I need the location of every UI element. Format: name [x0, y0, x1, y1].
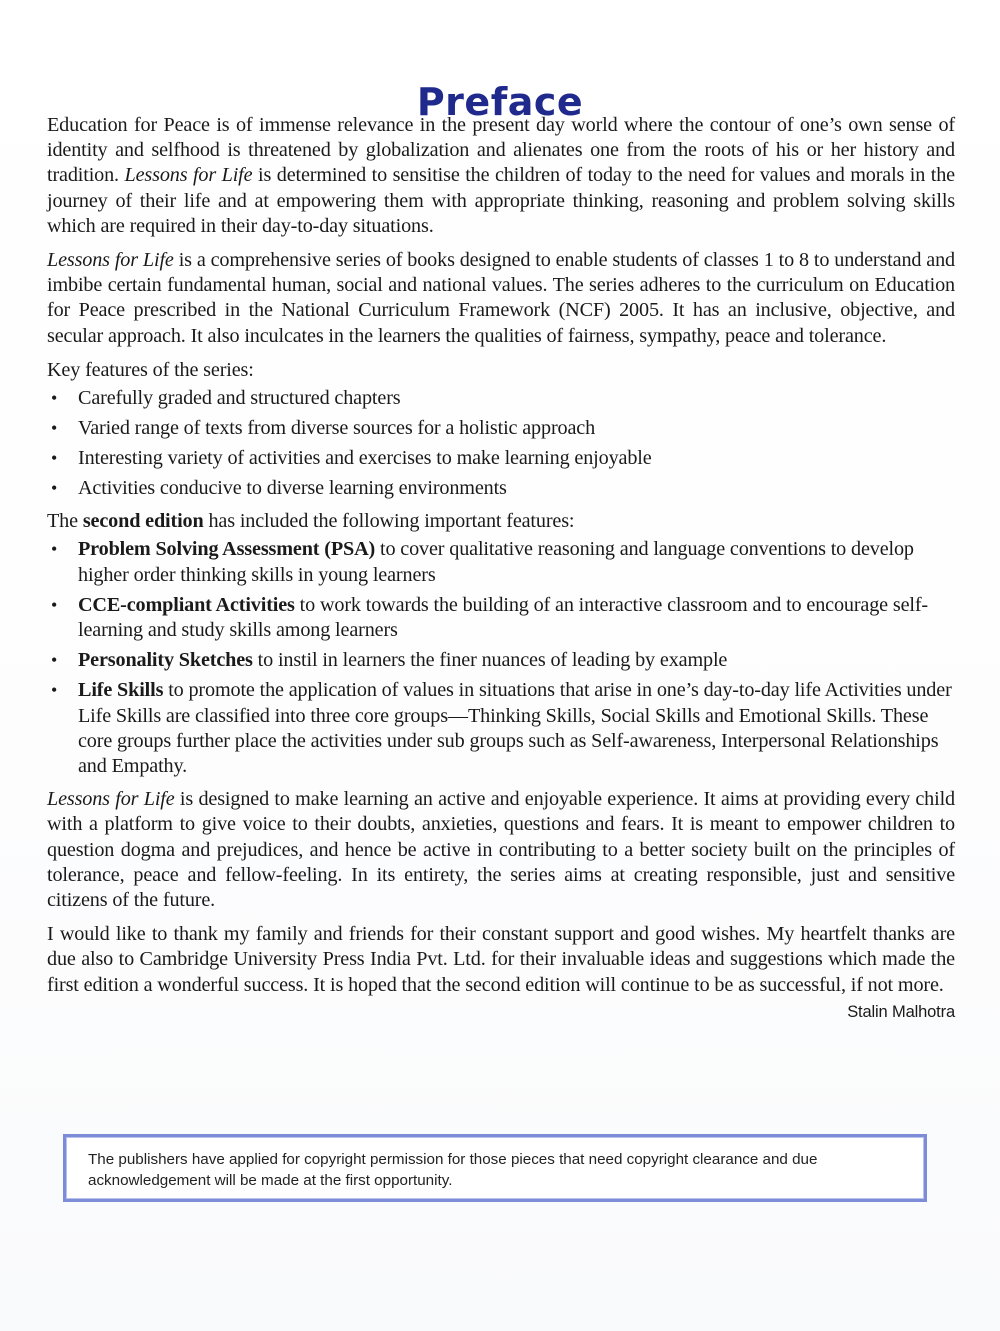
bullet-icon: • — [51, 539, 58, 560]
aims-paragraph — [47, 787, 955, 913]
copyright-notice-text: The publishers have applied for copyright permission for those pieces that need copyright clearance and due acknowledgement will be made at the first opportunity. — [88, 1151, 818, 1189]
series-paragraph — [47, 248, 955, 349]
feature-title: Personality Sketches — [78, 649, 253, 672]
intro-paragraph — [47, 113, 955, 239]
intro-text-a: Education for Peace is of immense relevance in the present day world where the contour of one’s own sense of identity and selfhood is threatened by globalization and alienates one from the roots of his or her history and tradition. — [47, 114, 955, 187]
key-features-list — [47, 386, 955, 501]
page-title: Preface — [416, 80, 584, 125]
list-item — [47, 537, 955, 587]
list-item — [47, 446, 955, 471]
list-item-text: Varied range of texts from diverse sources for a holistic approach — [78, 417, 596, 440]
copyright-notice-box — [63, 1134, 927, 1202]
bullet-icon: • — [51, 594, 58, 615]
bullet-icon: • — [51, 650, 58, 671]
preface-body — [47, 113, 955, 1025]
feature-title: Problem Solving Assessment (PSA) — [78, 538, 376, 561]
feature-title: CCE-compliant Activities — [78, 593, 295, 616]
book-title-italic: Lessons for Life — [47, 788, 175, 811]
book-title-italic: Lessons for Life — [47, 249, 174, 272]
intro-text-b: is determined to sensitise the children of today to the need for values and morals in the journey of their life and at empowering them with appropriate thinking, reasoning and problem solving skills which are required in their day-to-day situations. — [47, 164, 955, 237]
feature-text: to promote the application of values in situations that arise in one’s day-to-day life Activities under Life Skills are classified into three core groups—Thinking Skills, Social Skills and Emotional Skills. These core groups further place the activities under sub groups such as Self-awareness, Interpersonal Relationships and Empathy. — [78, 679, 952, 778]
bullet-icon: • — [51, 388, 58, 409]
bullet-icon: • — [51, 478, 58, 499]
list-item — [47, 648, 955, 673]
list-item — [47, 416, 955, 441]
bullet-icon: • — [51, 418, 58, 439]
author-signature: Stalin Malhotra — [847, 1002, 955, 1021]
list-item-text: Activities conducive to diverse learning environments — [78, 477, 507, 500]
list-item — [47, 593, 955, 643]
second-edition-intro-a: The — [47, 510, 83, 533]
list-item-text: Interesting variety of activities and exercises to make learning enjoyable — [78, 447, 652, 470]
list-item — [47, 678, 955, 779]
list-item — [47, 386, 955, 411]
feature-text: to cover qualitative reasoning and language conventions to develop higher order thinking skills in young learners — [78, 538, 914, 586]
series-text: is a comprehensive series of books designed to enable students of classes 1 to 8 to understand and imbibe certain fundamental human, social and national values. The series adheres to the curriculum on Education for Peace prescribed in the National Curriculum Framework (NCF) 2005. It has an inclusive, objective, and secular approach. It also inculcates in the learners the qualities of fairness, sympathy, peace and tolerance. — [47, 249, 955, 347]
second-edition-intro-b: has included the following important features: — [203, 510, 575, 533]
second-edition-intro — [47, 509, 955, 534]
list-item-text: Carefully graded and structured chapters — [78, 387, 401, 410]
list-item — [47, 476, 955, 501]
acknowledgement-paragraph: I would like to thank my family and friends for their constant support and good wishes. My heartfelt thanks are due also to Cambridge University Press India Pvt. Ltd. for their invaluable ideas and suggestions which made the first edition a wonderful success. It is hoped that the second edition will continue to be as successful, if not more. — [47, 923, 955, 996]
key-features-heading: Key features of the series: — [47, 358, 254, 381]
feature-title: Life Skills — [78, 679, 164, 702]
second-edition-bold: second edition — [82, 510, 204, 533]
bullet-icon: • — [51, 680, 58, 701]
aims-text: is designed to make learning an active and enjoyable experience. It aims at providing every child with a platform to give voice to their doubts, anxieties, questions and fears. It is meant to empower children to question dogma and prejudices, and hence be active in contributing to a better society built on the principles of tolerance, peace and fellow-feeling. In its entirety, the series aims at creating responsible, just and sensitive citizens of the future. — [47, 788, 955, 912]
second-edition-features-list — [47, 537, 955, 779]
bullet-icon: • — [51, 448, 58, 469]
feature-text: to work towards the building of an interactive classroom and to encourage self-learning and study skills among learners — [78, 593, 929, 642]
book-title-italic: Lessons for Life — [124, 164, 253, 187]
feature-text: to instil in learners the finer nuances of leading by example — [252, 649, 728, 672]
